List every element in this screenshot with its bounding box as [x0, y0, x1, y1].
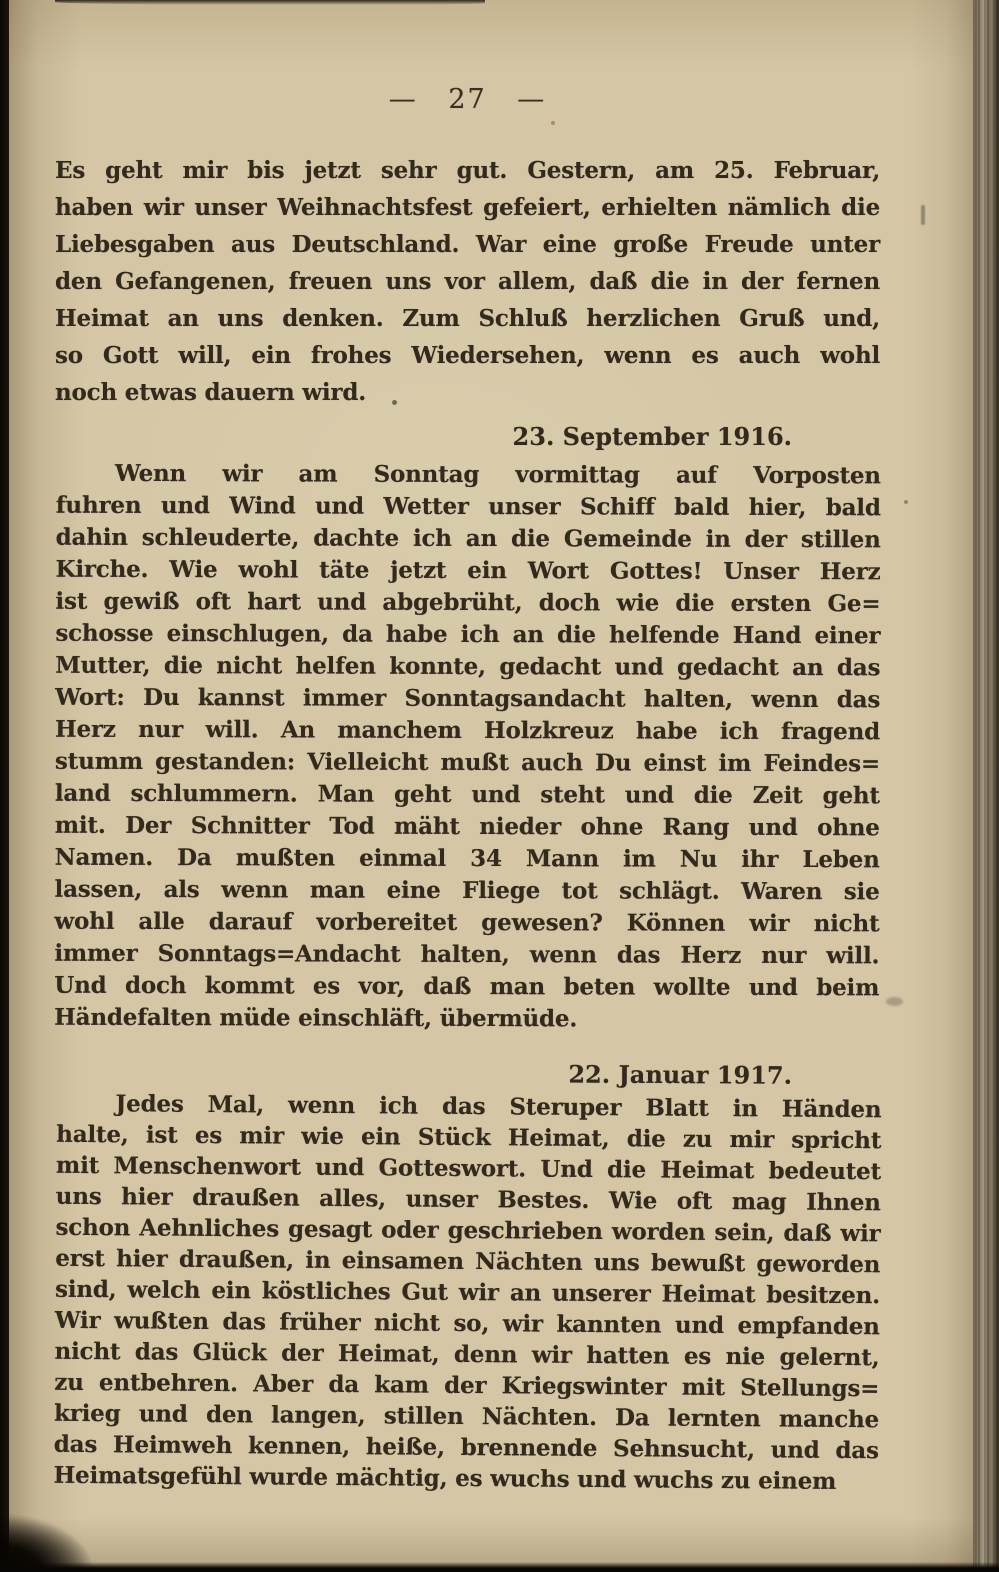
page-number: — 27 — [388, 84, 547, 115]
entry-date-heading: 23. September 1916. [512, 422, 792, 451]
text-line: mit Menschenwort und Gotteswort. Und die Heimat bedeutet [55, 1151, 882, 1186]
text-line: schosse einschlugen, da habe ich an die helfende Hand einer [55, 619, 881, 650]
text-line: nicht das Glück der Heimat, denn wir hatten es nie gelernt, [54, 1337, 880, 1372]
text-line: Und doch kommt es vor, daß man beten wollte und beim [54, 971, 880, 1002]
page-paper [9, 0, 973, 1572]
text-line: uns hier draußen alles, unser Bestes. Wie oft mag Ihnen [55, 1182, 881, 1217]
text-line: das Heimweh kennen, heiße, brennende Sehnsucht, und das [53, 1430, 879, 1465]
text-line: Herz nur will. An manchem Holzkreuz habe ich fragend [55, 715, 881, 746]
text-line: wohl alle darauf vorbereitet gewesen? Können wir nicht [54, 907, 880, 938]
text-line: haben wir unser Weihnachtsfest gefeiert, erhielten nämlich die [55, 194, 880, 221]
text-line: Kirche. Wie wohl täte jetzt ein Wort Gottes! Unser Herz [55, 555, 881, 586]
text-line: ist gewiß oft hart und abgebrüht, doch wie die ersten Ge= [55, 587, 881, 618]
text-line: Heimatsgefühl wurde mächtig, es wuchs und wuchs zu einem [53, 1461, 837, 1495]
book-spine-shadow [0, 0, 9, 1572]
book-fore-edge-pages [973, 0, 999, 1572]
text-line: Es geht mir bis jetzt sehr gut. Gestern, am 25. Februar, [55, 157, 880, 184]
text-line: halte, ist es mir wie ein Stück Heimat, die zu mir spricht [56, 1120, 882, 1155]
text-line: erst hier draußen, in einsamen Nächten uns bewußt geworden [55, 1244, 881, 1279]
text-line: den Gefangenen, freuen uns vor allem, daß die in der fernen [55, 268, 880, 295]
text-line: fuhren und Wind und Wetter unser Schiff bald hier, bald [55, 491, 881, 522]
text-line: so Gott will, ein frohes Wiedersehen, wenn es auch wohl [55, 342, 880, 369]
text-line: Jedes Mal, wenn ich das Steruper Blatt in Händen [115, 1090, 882, 1124]
text-line: Händefalten müde einschläft, übermüde. [54, 1003, 578, 1033]
entry-date-heading: 22. Januar 1917. [568, 1059, 793, 1090]
text-line: mit. Der Schnitter Tod mäht nieder ohne Rang und ohne [54, 811, 880, 842]
text-line: Heimat an uns denken. Zum Schluß herzlichen Gruß und, [55, 305, 880, 332]
text-line: stumm gestanden: Vielleicht mußt auch Du einst im Feindes= [54, 747, 880, 778]
paragraph [54, 458, 881, 1037]
text-line: schon Aehnliches gesagt oder geschrieben worden sein, daß wir [55, 1213, 881, 1248]
text-line: immer Sonntags=Andacht halten, wenn das Herz nur will. [54, 939, 880, 970]
text-line: Wir wußten das früher nicht so, wir kannten und empfanden [54, 1306, 880, 1341]
paragraph [53, 1088, 881, 1497]
text-line: sind, welch ein köstliches Gut wir an unserer Heimat besitzen. [54, 1275, 881, 1310]
text-line: Mutter, die nicht helfen konnte, gedacht und gedacht an das [55, 651, 881, 682]
text-line: krieg und den langen, stillen Nächten. Da lernten manche [53, 1399, 880, 1434]
page-content [9, 0, 880, 1494]
text-line: Liebesgaben aus Deutschland. War eine große Freude unter [55, 231, 880, 258]
text-line: Wort: Du kannst immer Sonntagsandacht halten, wenn das [55, 683, 881, 714]
page-body [55, 152, 880, 1494]
text-line: Wenn wir am Sonntag vormittag auf Vorposten [114, 459, 881, 490]
text-line: lassen, als wenn man eine Fliege tot schlägt. Waren sie [54, 875, 880, 906]
text-line: land schlummern. Man geht und steht und die Zeit geht [54, 779, 880, 810]
paragraph [55, 152, 880, 411]
text-line: Namen. Da mußten einmal 34 Mann im Nu ihr Leben [54, 843, 880, 874]
text-line: zu entbehren. Aber da kam der Kriegswinter mit Stellungs= [54, 1368, 880, 1403]
text-line: noch etwas dauern wird. [55, 379, 367, 406]
page-bottom-edge-shadow [0, 1562, 999, 1572]
text-line: dahin schleuderte, dachte ich an die Gemeinde in der stillen [55, 523, 881, 554]
